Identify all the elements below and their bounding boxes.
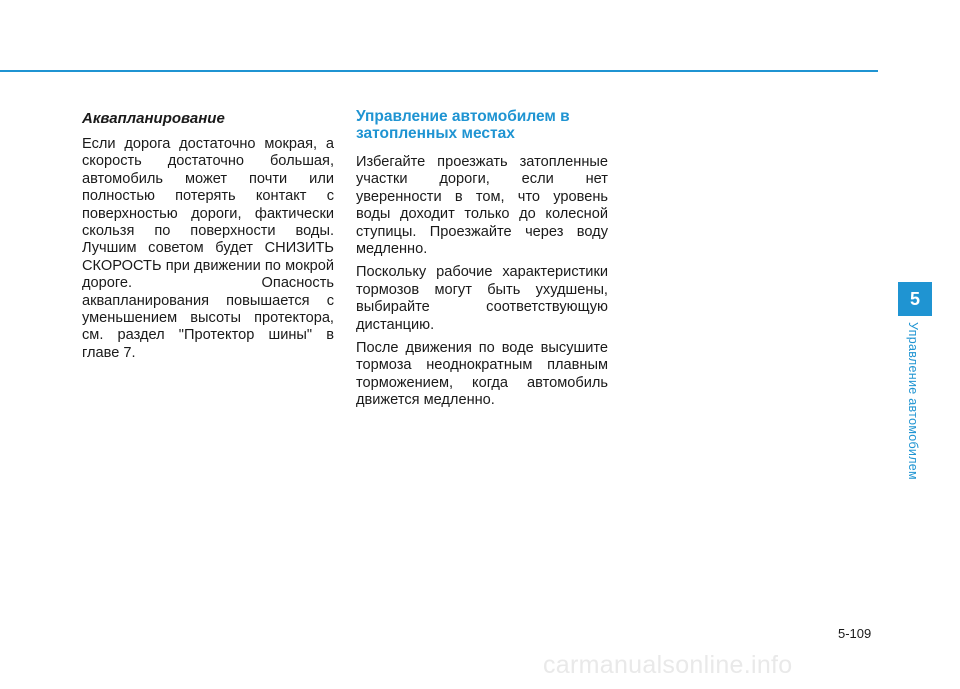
body-paragraph: Избегайте проезжать затопленные участки дороги, если нет уверенности в том, что уровень воды доходит только до колесной ступицы. Проезжайте через воду медленно. xyxy=(356,154,608,258)
page-number: 5-109 xyxy=(838,626,872,641)
body-paragraph: Если дорога достаточно мокрая, а скорость достаточно большая, автомобиль может почти или полностью потерять контакт с поверхностью дороги, фактически скользя по поверхности воды. Лучшим советом будет СНИЗИТЬ СКОРОСТЬ при движении по мокрой дороге. Опасность аквапланирования повышается с уменьшением высоты протектора, см. раздел "Протектор шины" в главе 7. xyxy=(82,136,334,361)
body-paragraph: После движения по воде высушите тормоза неоднократным плавным торможением, когда автомобиль движется медленно. xyxy=(356,340,608,409)
left-column xyxy=(82,110,334,368)
body-paragraph: Поскольку рабочие характеристики тормозов могут быть ухудшены, выбирайте соответствующую дистанцию. xyxy=(356,264,608,333)
subheading: Аквапланирование xyxy=(82,110,225,127)
chapter-label: Управление автомобилем xyxy=(906,322,920,480)
right-column xyxy=(356,110,608,416)
chapter-number-tab: 5 xyxy=(898,282,932,316)
section-title: Управление автомобилем в затопленных местах xyxy=(356,108,570,142)
watermark: carmanualsonline.info xyxy=(543,651,793,679)
header-rule xyxy=(0,70,878,72)
